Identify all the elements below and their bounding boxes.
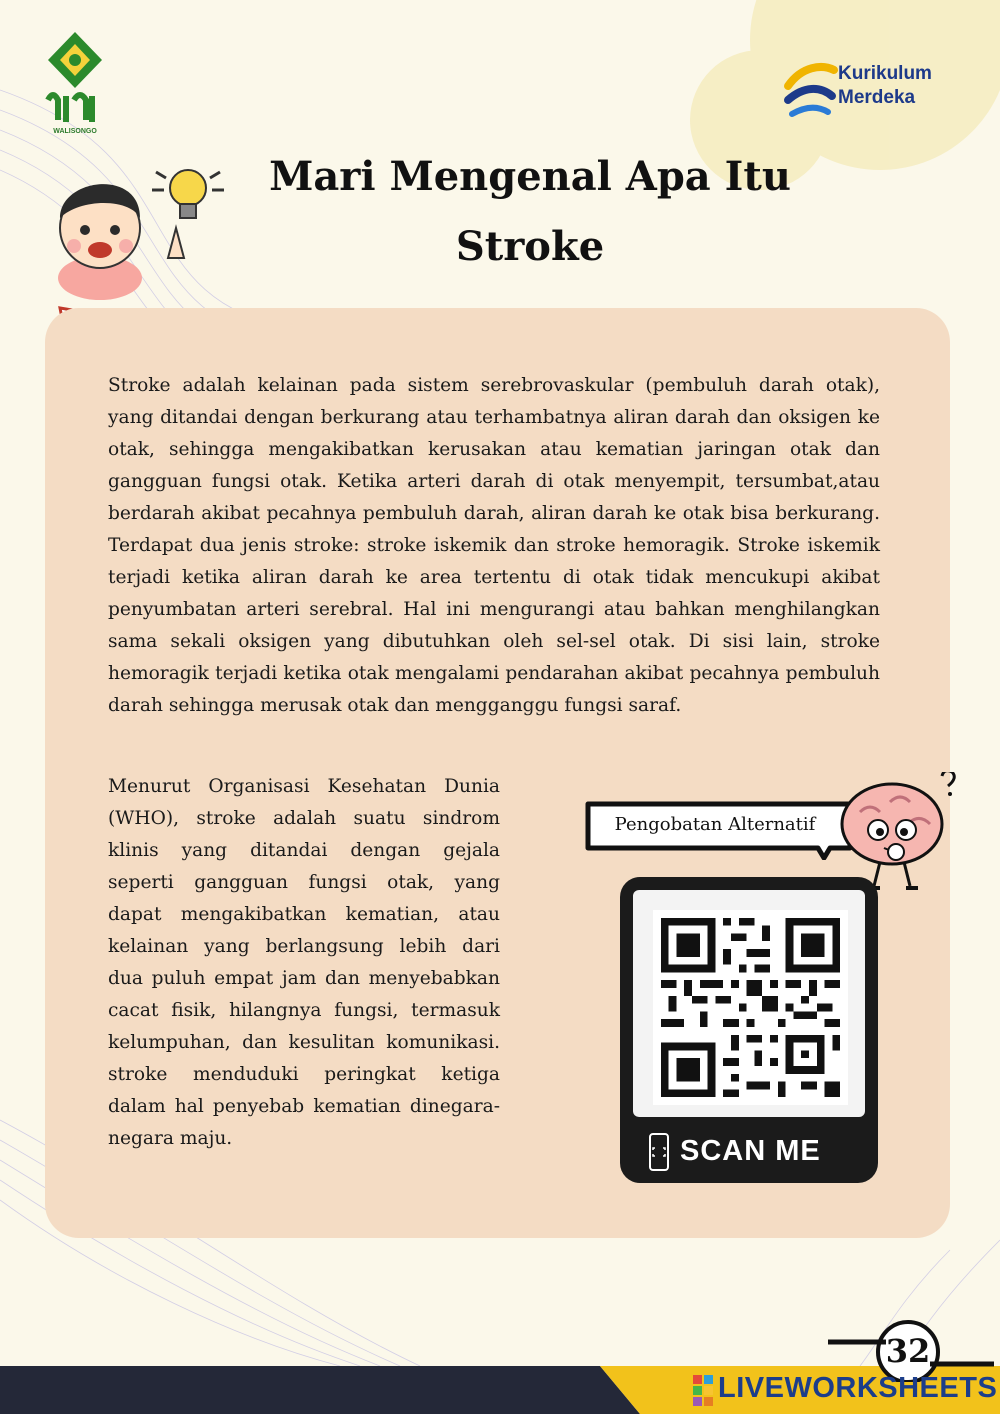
stroke-definition-paragraph: Stroke adalah kelainan pada sistem serebrovaskular (pembuluh darah otak), yang ditandai dengan berkurang atau terhambatnya aliran darah dan oksigen ke otak, sehingga mengakibatkan kerusakan atau kematian jaringan otak dan gangguan fungsi otak. Ketika arteri darah di otak menyempit, tersumbat,atau berdarah akibat pecahnya pembuluh darah, aliran darah ke otak bisa berkurang. Terdapat dua jenis stroke: stroke iskemik dan stroke hemoragik. Stroke iskemik terjadi ketika aliran darah ke area tertentu di otak tidak mencukupi akibat penyumbatan arteri serebral. Hal ini mengurangi atau bahkan menghilangkan sama sekali oksigen yang dibutuhkan oleh sel-sel otak. Di sisi lain, stroke hemoragik terjadi ketika otak mengalami pendarahan akibat pecahnya pembuluh darah sehingga merusak otak dan mengganggu fungsi saraf. bbox=[108, 375, 880, 716]
kurikulum-text: Kurikulum bbox=[838, 63, 932, 84]
liveworksheets-watermark[interactable]: LIVEWORKSHEETS bbox=[718, 1372, 998, 1404]
liveworksheets-logo-icon bbox=[692, 1373, 714, 1409]
lightbulb-icon bbox=[152, 170, 224, 218]
scan-me-label: SCAN ME bbox=[680, 1135, 821, 1167]
page-title bbox=[220, 142, 840, 282]
kurikulum-merdeka-logo bbox=[782, 56, 842, 118]
title-line-2: Stroke bbox=[455, 223, 605, 270]
phone-scan-icon bbox=[648, 1132, 670, 1172]
merdeka-text: Merdeka bbox=[838, 87, 916, 108]
uin-walisongo-logo bbox=[40, 30, 110, 140]
qr-code[interactable] bbox=[653, 910, 848, 1105]
page-number: 32 bbox=[885, 1332, 931, 1370]
kurikulum-merdeka-wordmark bbox=[838, 62, 932, 110]
who-definition-paragraph: Menurut Organisasi Kesehatan Dunia (WHO), stroke adalah suatu sindrom klinis yang ditandai dengan gejala seperti gangguan fungsi otak, yang dapat mengakibatkan kematian, atau kelainan yang berlangsung lebih dari dua puluh empat jam dan menyebabkan cacat fisik, hilangnya fungsi, termasuk kelumpuhan, dan kesulitan komunikasi. stroke menduduki peringkat ketiga dalam hal penyebab kematian dinegara-negara maju. bbox=[108, 776, 500, 1149]
title-line-1: Mari Mengenal Apa Itu bbox=[269, 153, 791, 200]
uin-logo-caption: WALISONGO bbox=[53, 128, 97, 135]
alternative-treatment-label: Pengobatan Alternatif bbox=[614, 814, 816, 835]
